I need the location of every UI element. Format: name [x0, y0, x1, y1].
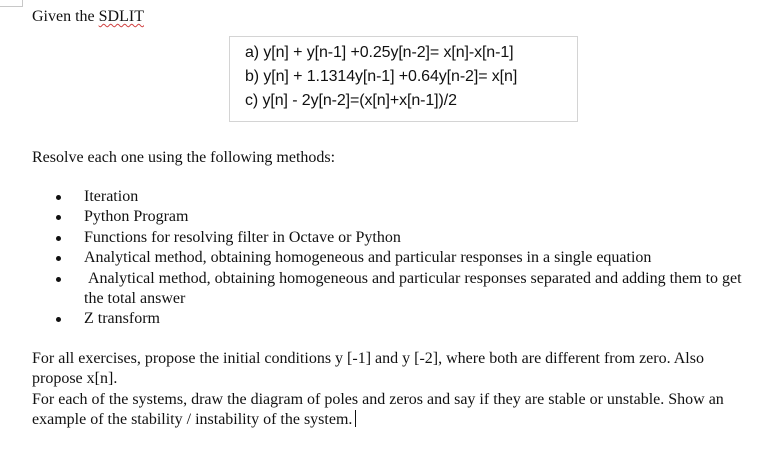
methods-list	[56, 187, 746, 330]
equation-c: c) y[n] - 2y[n-2]=(x[n]+x[n-1])/2	[245, 92, 457, 109]
list-item	[56, 207, 746, 227]
bullet-icon	[56, 215, 61, 220]
list-item	[56, 269, 746, 310]
spellcheck-word-sdlit[interactable]: SDLIT	[98, 8, 144, 25]
methods-intro: Resolve each one using the following methods:	[32, 149, 336, 166]
page-corner-marker	[0, 0, 23, 7]
bullet-icon	[56, 195, 61, 200]
equations-box	[229, 36, 578, 122]
method-text: Iteration	[84, 188, 139, 205]
heading	[32, 7, 144, 27]
list-item	[56, 187, 746, 207]
text-cursor	[355, 410, 356, 427]
closing-instructions	[32, 349, 752, 431]
method-text: Z transform	[84, 310, 160, 328]
equation-b: b) y[n] + 1.1314y[n-1] +0.64y[n-2]= x[n]	[245, 68, 518, 85]
bullet-icon	[56, 236, 61, 241]
closing-paragraph-text: For each of the systems, draw the diagram of poles and zeros and say if they are stable or unstable. Show an example of the stability / instability of the system.	[32, 390, 724, 429]
bullet-icon	[56, 256, 61, 261]
list-item	[56, 248, 746, 268]
method-text: Functions for resolving filter in Octave or Python	[84, 228, 401, 246]
method-text: Analytical method, obtaining homogeneous and particular responses separated and adding them to get the total answer	[84, 269, 746, 308]
closing-paragraph-poles-zeros	[32, 390, 752, 431]
method-text: Python Program	[84, 208, 189, 226]
method-text: Analytical method, obtaining homogeneous and particular responses in a single equation	[84, 249, 652, 267]
equation-a: a) y[n] + y[n-1] +0.25y[n-2]= x[n]-x[n-1]	[245, 44, 514, 61]
bullet-icon	[56, 277, 61, 282]
list-item	[56, 228, 746, 248]
heading-prefix: Given the	[32, 8, 99, 25]
list-item	[56, 309, 746, 329]
bullet-icon	[56, 317, 61, 322]
closing-paragraph-initial-conditions: For all exercises, propose the initial conditions y [-1] and y [-2], where both are different from zero. Also propose x[n].	[32, 350, 704, 388]
